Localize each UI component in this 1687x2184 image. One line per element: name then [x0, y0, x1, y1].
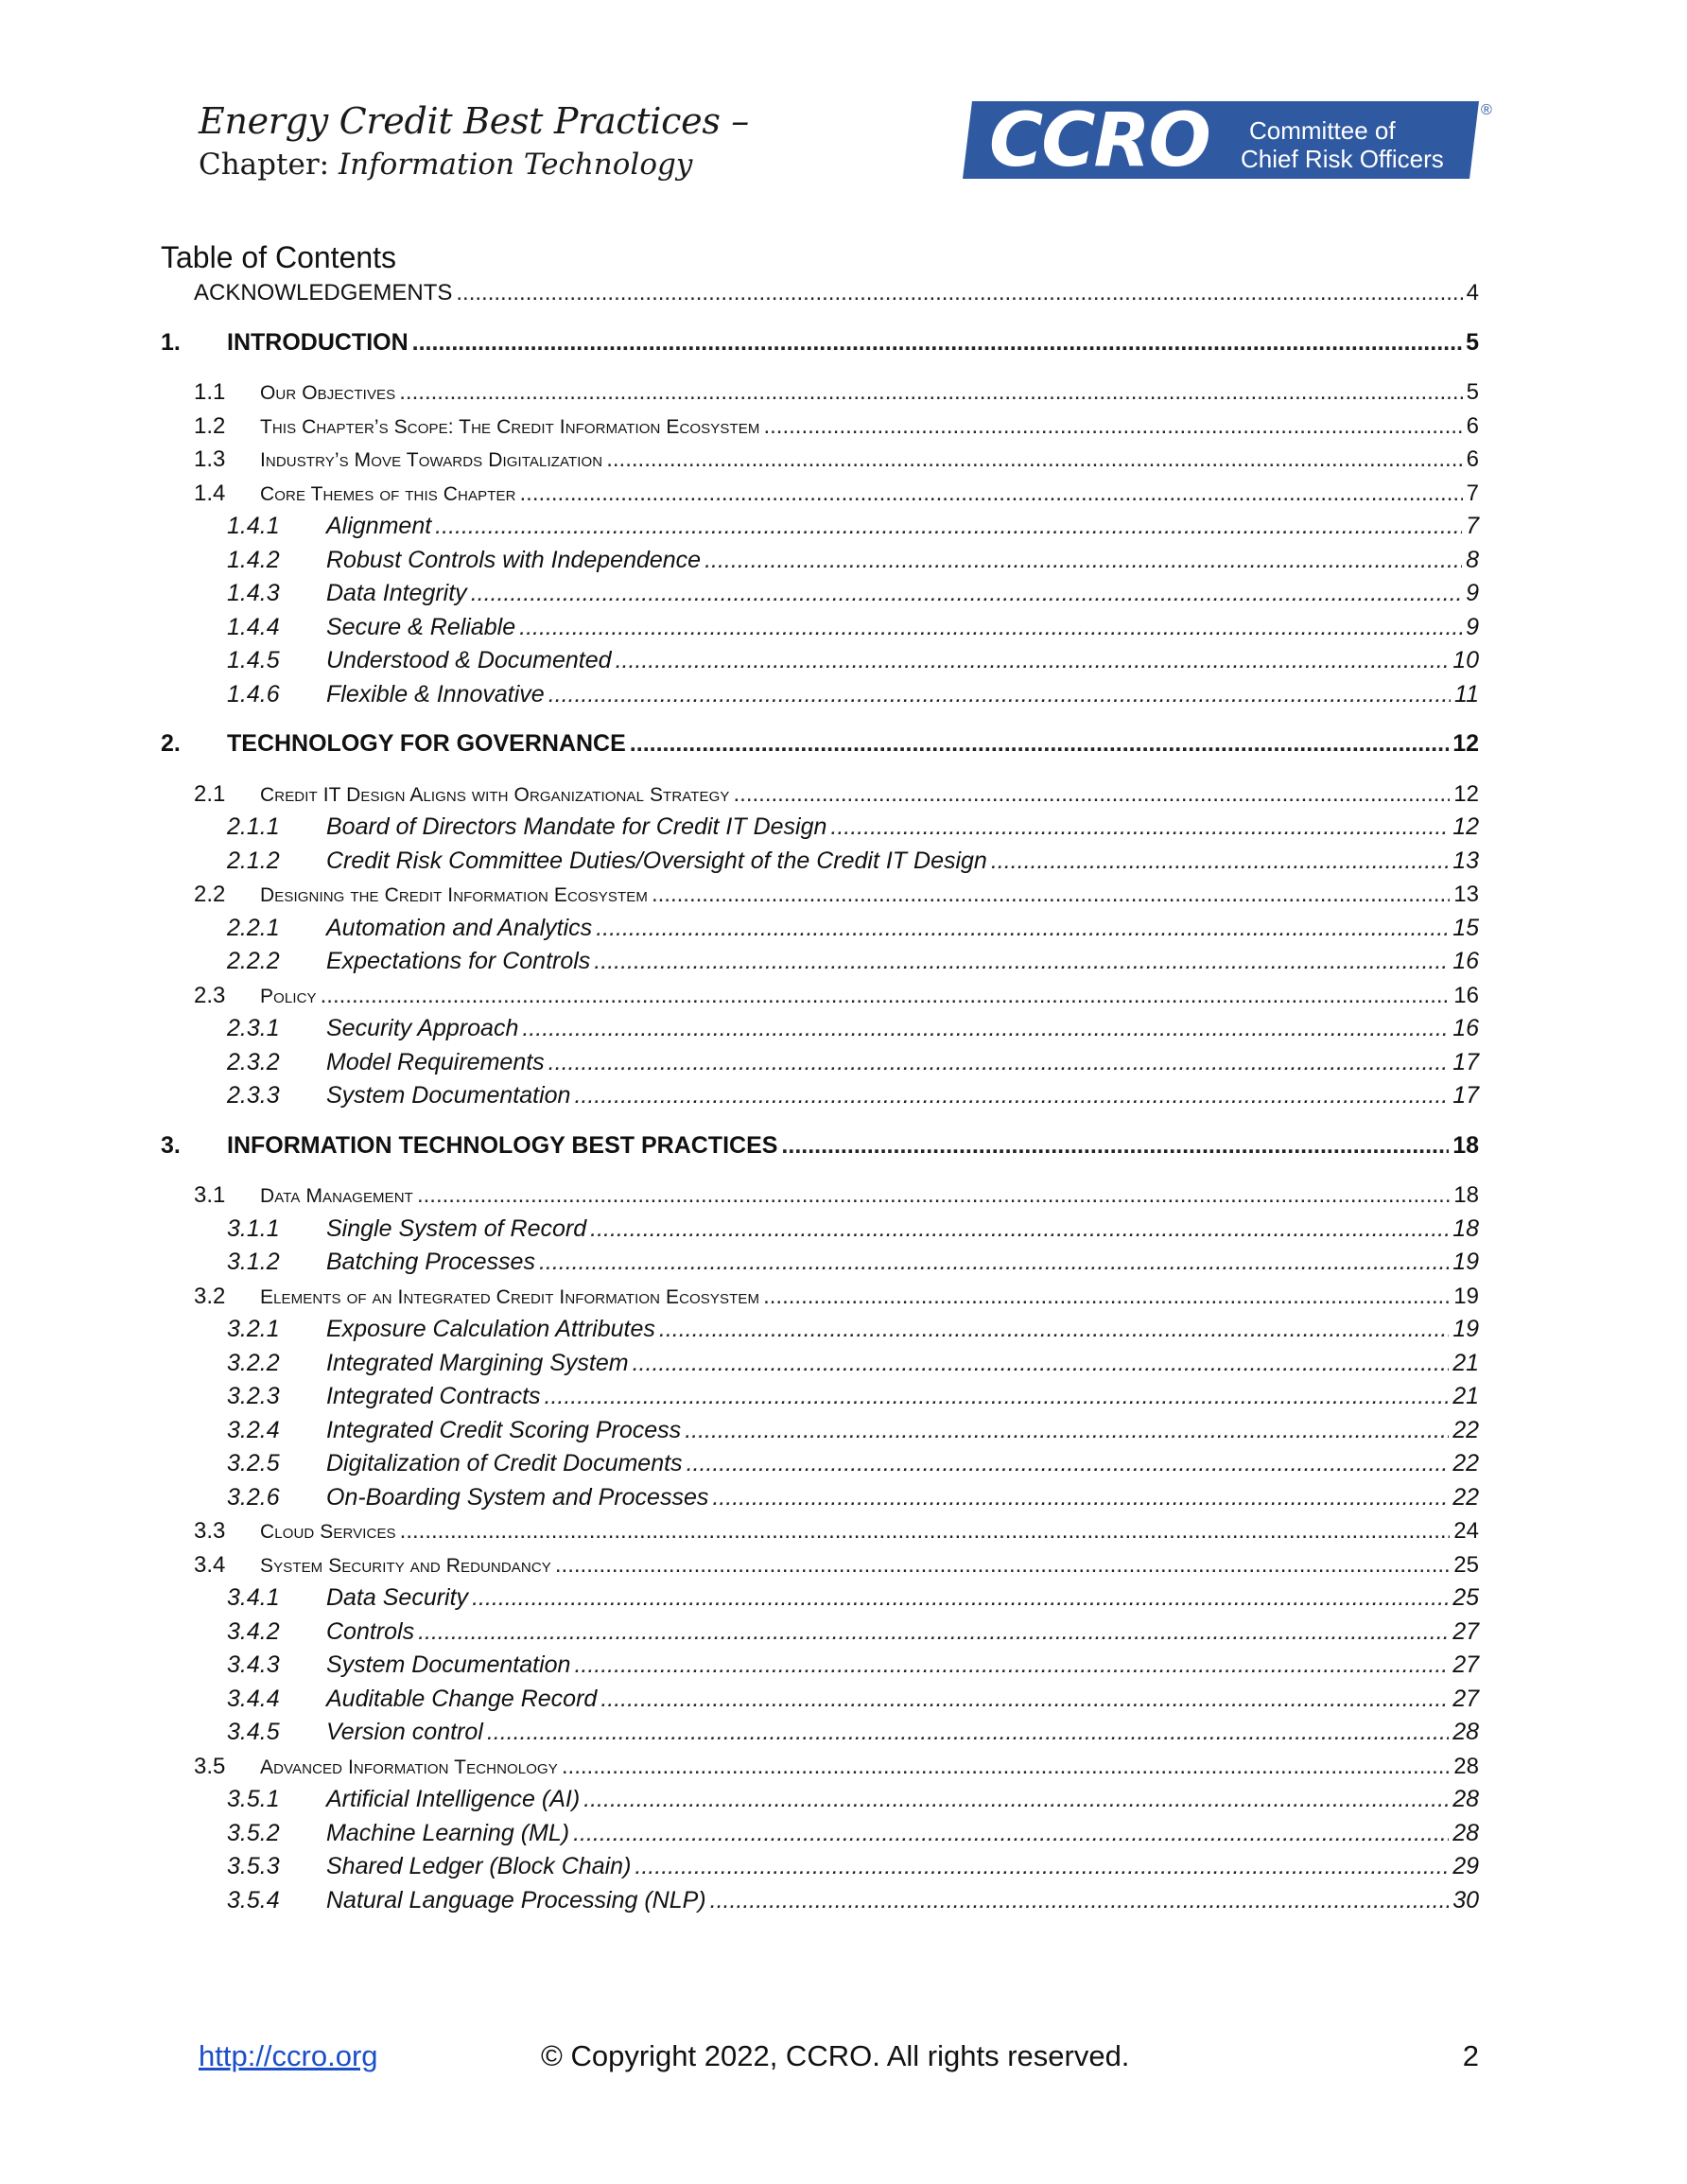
- toc-entry-number: 3.3: [194, 1518, 226, 1544]
- toc-subsection-3-4-2[interactable]: [161, 1616, 1479, 1650]
- dot-leader: [600, 1683, 1449, 1717]
- toc-entry-page: 22: [1452, 1450, 1479, 1476]
- logo-wordmark: CCRO: [989, 98, 1209, 183]
- toc-subsection-3-4-4[interactable]: [161, 1683, 1479, 1717]
- toc-entry-title: Auditable Change Record: [326, 1685, 598, 1712]
- dot-leader: [412, 326, 1462, 360]
- toc-subsection-3-5-3[interactable]: [161, 1850, 1479, 1884]
- toc-entry-page: 13: [1453, 882, 1479, 907]
- toc-entry-title: Data Security: [326, 1584, 469, 1611]
- document-header: [199, 98, 749, 185]
- toc-entry-title: ACKNOWLEDGEMENTS: [194, 280, 453, 306]
- dot-leader: [520, 477, 1463, 511]
- toc-subsection-3-4-5[interactable]: [161, 1716, 1479, 1750]
- ccro-logo: [961, 97, 1498, 183]
- toc-entry-page: 9: [1466, 613, 1479, 640]
- toc-entry-number: 2.2: [194, 882, 226, 907]
- toc-entry-title: Automation and Analytics: [326, 914, 593, 941]
- toc-entry-title: Cloud Services: [260, 1521, 396, 1543]
- toc-entry-number: 2.3.1: [227, 1015, 280, 1041]
- toc-entry-title: Batching Processes: [326, 1249, 535, 1275]
- toc-subsection-1-4-5[interactable]: [161, 644, 1479, 678]
- dot-leader: [562, 1750, 1450, 1784]
- dot-leader: [574, 1649, 1449, 1683]
- toc-entry-page: 7: [1466, 480, 1479, 506]
- document-title: Energy Credit Best Practices –: [199, 100, 750, 142]
- toc-entry-number: 3.1.2: [227, 1249, 280, 1275]
- toc-entry-number: 3.5: [194, 1753, 226, 1779]
- toc-entry-page: 16: [1452, 948, 1479, 974]
- page-number: 2: [1462, 2039, 1479, 2072]
- toc-entry-number: 1.: [161, 328, 181, 356]
- toc-entry-title: Model Requirements: [326, 1048, 545, 1075]
- dot-leader: [596, 912, 1449, 946]
- toc-section-3-3[interactable]: [161, 1514, 1479, 1548]
- toc-entry-title: Secure & Reliable: [326, 613, 516, 640]
- toc-entry-title: Advanced Information Technology: [260, 1756, 558, 1778]
- footer-copyright: © Copyright 2022, CCRO. All rights reserved.: [541, 2039, 1130, 2072]
- toc-entry-number: 3.4.5: [227, 1719, 280, 1745]
- dot-leader: [687, 1447, 1450, 1481]
- toc-entry-number: 1.4.6: [227, 680, 280, 708]
- toc-entry-number: 3.: [161, 1131, 181, 1159]
- toc-entry-title: Credit IT Design Aligns with Organizational Strategy: [260, 783, 730, 806]
- chapter-label: Chapter:: [199, 148, 330, 182]
- toc-entry-page: 19: [1452, 1316, 1479, 1342]
- toc-subsection-2-3-1[interactable]: [161, 1012, 1479, 1046]
- toc-entry-title: Robust Controls with Independence: [326, 546, 702, 573]
- dot-leader: [763, 410, 1462, 444]
- toc-subsection-3-4-3[interactable]: [161, 1649, 1479, 1683]
- toc-entry-number: 1.4.3: [227, 580, 280, 606]
- toc-subsection-3-2-4[interactable]: [161, 1414, 1479, 1448]
- logo-tagline-line1: Committee of: [1249, 116, 1396, 145]
- toc-entry-page: 21: [1452, 1383, 1479, 1409]
- toc-entry-title: Exposure Calculation Attributes: [326, 1316, 655, 1342]
- toc-entry-number: 3.5.3: [227, 1853, 280, 1879]
- dot-leader: [573, 1817, 1449, 1851]
- toc-entry-title: Single System of Record: [326, 1214, 587, 1242]
- toc-entry-page: 17: [1452, 1048, 1479, 1075]
- toc-entry-title: Integrated Contracts: [326, 1383, 541, 1409]
- dot-leader: [991, 845, 1449, 879]
- toc-section-1-1[interactable]: [161, 376, 1479, 410]
- chapter-subtitle: [199, 144, 749, 185]
- dot-leader: [763, 1280, 1450, 1314]
- toc-entry-number: 3.4: [194, 1551, 226, 1578]
- toc-entry-page: 12: [1452, 730, 1479, 757]
- dot-leader: [635, 1850, 1449, 1884]
- toc-entry-title: Integrated Credit Scoring Process: [326, 1416, 682, 1443]
- toc-entry-number: 1.4.4: [227, 613, 280, 640]
- toc-entry-page: 19: [1453, 1283, 1479, 1309]
- toc-entry-number: 2.2.1: [227, 914, 280, 941]
- toc-entry-page: 18: [1452, 1131, 1479, 1159]
- dot-leader: [594, 945, 1449, 979]
- toc-entry-title: TECHNOLOGY FOR GOVERNANCE: [227, 730, 626, 757]
- toc-subsection-3-1-2[interactable]: [161, 1246, 1479, 1280]
- toc-entry-title: Understood & Documented: [326, 647, 612, 673]
- toc-section-1-4[interactable]: [161, 477, 1479, 511]
- toc-entry-page: 5: [1466, 328, 1479, 356]
- toc-entry-title: Board of Directors Mandate for Credit IT Design: [326, 813, 827, 840]
- toc-chapter-1[interactable]: [161, 326, 1479, 360]
- toc-entry-title: Core Themes of this Chapter: [260, 482, 516, 505]
- toc-entry-page: 7: [1466, 513, 1479, 539]
- dot-leader: [548, 678, 1451, 712]
- toc-entry-number: 1.2: [194, 412, 226, 439]
- toc-entry-page: 9: [1466, 580, 1479, 606]
- toc-entry-page: 27: [1452, 1651, 1479, 1678]
- toc-section-2-1[interactable]: [161, 778, 1479, 812]
- toc-subsection-3-5-1[interactable]: [161, 1783, 1479, 1817]
- toc-entry-title: Controls: [326, 1617, 415, 1645]
- toc-entry-page: 16: [1453, 982, 1479, 1008]
- dot-leader: [590, 1213, 1449, 1247]
- toc-entry-number: 2.3.2: [227, 1048, 280, 1075]
- dot-leader: [606, 443, 1462, 477]
- toc-entry-page: 12: [1453, 780, 1479, 807]
- toc-entry-number: 3.2.1: [227, 1316, 280, 1342]
- toc-entry-title: System Documentation: [326, 1082, 571, 1109]
- toc-entry-title: Designing the Credit Information Ecosystem: [260, 884, 648, 906]
- toc-subsection-1-4-3[interactable]: [161, 577, 1479, 611]
- toc-entry-page: 5: [1466, 379, 1479, 405]
- toc-entry-title: Shared Ledger (Block Chain): [326, 1853, 632, 1879]
- toc-section-3-4[interactable]: [161, 1548, 1479, 1582]
- toc-entry-number: 3.2: [194, 1283, 226, 1309]
- toc-entry-page: 18: [1452, 1214, 1479, 1242]
- toc-entry-page: 28: [1452, 1819, 1479, 1846]
- dot-leader: [616, 644, 1450, 678]
- toc-entry-page: 10: [1452, 647, 1479, 673]
- dot-leader: [574, 1079, 1449, 1113]
- toc-entry-number: 3.2.2: [227, 1349, 280, 1376]
- toc-entry-page: 4: [1466, 280, 1479, 306]
- toc-entry-title: Machine Learning (ML): [326, 1819, 570, 1846]
- toc-entry-page: 21: [1452, 1349, 1479, 1376]
- toc-subsection-3-4-1[interactable]: [161, 1581, 1479, 1616]
- page-footer: [0, 2035, 1687, 2077]
- toc-section-3-5[interactable]: [161, 1750, 1479, 1784]
- toc-subsection-3-5-2[interactable]: [161, 1817, 1479, 1851]
- toc-entry-page: 28: [1452, 1719, 1479, 1745]
- toc-subsection-1-4-2[interactable]: [161, 544, 1479, 578]
- toc-entry-page: 18: [1453, 1182, 1479, 1208]
- logo-tagline-line2: Chief Risk Officers: [1241, 145, 1444, 173]
- toc-entry-title: Credit Risk Committee Duties/Oversight of the Credit IT Design: [326, 847, 987, 874]
- toc-subsection-2-1-1[interactable]: [161, 811, 1479, 845]
- toc-entry-page: 8: [1466, 546, 1479, 573]
- toc-entry-number: 1.4.1: [227, 513, 280, 539]
- toc-entry-number: 2.2.2: [227, 948, 280, 974]
- toc-entry-page: 16: [1452, 1015, 1479, 1041]
- dot-leader: [472, 1581, 1449, 1616]
- toc-entry-title: Policy: [260, 985, 317, 1007]
- toc-entry-number: 1.4.5: [227, 647, 280, 673]
- toc-entry-page: 24: [1453, 1518, 1479, 1544]
- toc-subsection-1-4-1[interactable]: [161, 510, 1479, 544]
- toc-section-1-3[interactable]: [161, 443, 1479, 477]
- toc-entry-title: This Chapter’s Scope: The Credit Information Ecosystem: [260, 415, 760, 438]
- toc-entry-title: Digitalization of Credit Documents: [326, 1450, 683, 1476]
- table-of-contents: [161, 276, 1479, 1917]
- toc-entry-title: INTRODUCTION: [227, 328, 409, 356]
- toc-entry-title: Alignment: [326, 513, 432, 539]
- dot-leader: [659, 1313, 1449, 1347]
- dot-leader: [712, 1481, 1449, 1515]
- toc-entry-page: 13: [1452, 847, 1479, 874]
- toc-entry-page: 11: [1454, 680, 1479, 708]
- dot-leader: [399, 376, 1462, 410]
- toc-section-2-2[interactable]: [161, 878, 1479, 912]
- toc-subsection-3-2-1[interactable]: [161, 1313, 1479, 1347]
- dot-leader: [830, 811, 1449, 845]
- toc-entry-page: 19: [1452, 1249, 1479, 1275]
- toc-entry-page: 28: [1452, 1786, 1479, 1812]
- dot-leader: [400, 1514, 1451, 1548]
- toc-entry-number: 3.4.3: [227, 1651, 280, 1678]
- toc-entry-number: 3.2.3: [227, 1383, 280, 1409]
- toc-entry-number: 3.4.1: [227, 1584, 280, 1611]
- chapter-name: Information Technology: [338, 148, 693, 182]
- toc-entry-number: 2.3.3: [227, 1082, 280, 1109]
- toc-section-2-3[interactable]: [161, 979, 1479, 1013]
- toc-subsection-2-2-1[interactable]: [161, 912, 1479, 946]
- toc-entry-number: 3.4.4: [227, 1685, 280, 1712]
- registered-mark-icon: ®: [1481, 102, 1492, 118]
- toc-entry-title: Security Approach: [326, 1015, 519, 1041]
- toc-entry-number: 2.3: [194, 982, 226, 1008]
- toc-entry-title: INFORMATION TECHNOLOGY BEST PRACTICES: [227, 1131, 778, 1159]
- toc-entry-title: Data Management: [260, 1185, 413, 1207]
- dot-leader: [583, 1783, 1449, 1817]
- dot-leader: [685, 1414, 1449, 1448]
- toc-entry-number: 3.2.4: [227, 1416, 280, 1443]
- toc-entry-number: 3.5.2: [227, 1819, 280, 1846]
- toc-entry-number: 3.1.1: [227, 1214, 280, 1242]
- toc-entry-acknowledgements[interactable]: [161, 276, 1479, 310]
- dot-leader: [710, 1884, 1450, 1918]
- footer-website-link[interactable]: http://ccro.org: [199, 2039, 378, 2072]
- toc-entry-number: 3.5.4: [227, 1886, 280, 1913]
- toc-subsection-1-4-4[interactable]: [161, 611, 1479, 645]
- toc-entry-title: System Security and Redundancy: [260, 1554, 551, 1577]
- toc-entry-number: 1.1: [194, 379, 226, 405]
- dot-leader: [321, 979, 1451, 1013]
- toc-entry-page: 22: [1452, 1416, 1479, 1443]
- toc-entry-page: 28: [1453, 1753, 1479, 1779]
- toc-entry-page: 27: [1452, 1685, 1479, 1712]
- dot-leader: [417, 1179, 1450, 1213]
- toc-entry-title: Flexible & Innovative: [326, 680, 545, 708]
- toc-entry-title: Elements of an Integrated Credit Information Ecosystem: [260, 1285, 760, 1308]
- dot-leader: [781, 1129, 1449, 1163]
- toc-subsection-1-4-6[interactable]: [161, 678, 1479, 712]
- dot-leader: [734, 778, 1451, 812]
- toc-subsection-2-3-2[interactable]: [161, 1046, 1479, 1080]
- toc-entry-title: Data Integrity: [326, 580, 467, 606]
- toc-entry-title: Expectations for Controls: [326, 948, 591, 974]
- toc-subsection-3-1-1[interactable]: [161, 1213, 1479, 1247]
- dot-leader: [548, 1046, 1450, 1080]
- toc-entry-number: 3.2.5: [227, 1450, 280, 1476]
- toc-subsection-2-3-3[interactable]: [161, 1079, 1479, 1113]
- toc-entry-number: 2.1: [194, 780, 226, 807]
- dot-leader: [487, 1716, 1449, 1750]
- toc-entry-page: 25: [1453, 1551, 1479, 1578]
- dot-leader: [545, 1380, 1450, 1414]
- toc-entry-number: 1.3: [194, 446, 226, 472]
- toc-subsection-3-2-6[interactable]: [161, 1481, 1479, 1515]
- dot-leader: [555, 1548, 1450, 1582]
- dot-leader: [522, 1012, 1449, 1046]
- toc-entry-number: 3.4.2: [227, 1617, 280, 1645]
- toc-entry-number: 2.1.2: [227, 847, 280, 874]
- dot-leader: [418, 1616, 1449, 1650]
- toc-entry-number: 1.4.2: [227, 546, 280, 573]
- dot-leader: [630, 727, 1449, 761]
- dot-leader: [704, 544, 1462, 578]
- toc-entry-title: Artificial Intelligence (AI): [326, 1786, 581, 1812]
- toc-chapter-2[interactable]: [161, 727, 1479, 761]
- toc-entry-page: 17: [1452, 1082, 1479, 1109]
- toc-subsection-3-2-2[interactable]: [161, 1347, 1479, 1381]
- toc-entry-page: 29: [1452, 1853, 1479, 1879]
- toc-subsection-2-2-2[interactable]: [161, 945, 1479, 979]
- toc-entry-page: 25: [1452, 1584, 1479, 1611]
- toc-entry-title: Version control: [326, 1719, 483, 1745]
- dot-leader: [471, 577, 1462, 611]
- toc-entry-title: System Documentation: [326, 1651, 571, 1678]
- toc-entry-title: Our Objectives: [260, 382, 396, 404]
- dot-leader: [633, 1347, 1450, 1381]
- dot-leader: [652, 878, 1450, 912]
- toc-entry-number: 1.4: [194, 480, 226, 506]
- toc-section-1-2[interactable]: [161, 410, 1479, 444]
- toc-subsection-3-2-3[interactable]: [161, 1380, 1479, 1414]
- toc-entry-title: On-Boarding System and Processes: [326, 1483, 709, 1511]
- toc-subsection-3-2-5[interactable]: [161, 1447, 1479, 1481]
- toc-entry-number: 2.: [161, 730, 181, 757]
- toc-entry-number: 3.2.6: [227, 1483, 280, 1511]
- toc-section-3-2[interactable]: [161, 1280, 1479, 1314]
- toc-entry-title: Integrated Margining System: [326, 1349, 629, 1376]
- toc-subsection-2-1-2[interactable]: [161, 845, 1479, 879]
- toc-entry-title: Natural Language Processing (NLP): [326, 1886, 706, 1913]
- toc-entry-number: 3.5.1: [227, 1786, 280, 1812]
- toc-entry-page: 6: [1466, 446, 1479, 472]
- dot-leader: [539, 1246, 1449, 1280]
- toc-entry-page: 27: [1452, 1617, 1479, 1645]
- toc-entry-number: 2.1.1: [227, 813, 280, 840]
- toc-entry-page: 12: [1452, 813, 1479, 840]
- toc-entry-title: Industry’s Move Towards Digitalization: [260, 449, 603, 471]
- toc-chapter-3[interactable]: [161, 1129, 1479, 1163]
- toc-entry-page: 22: [1452, 1483, 1479, 1511]
- toc-entry-page: 30: [1452, 1886, 1479, 1913]
- toc-entry-number: 3.1: [194, 1182, 226, 1208]
- toc-entry-page: 6: [1466, 412, 1479, 439]
- dot-leader: [435, 510, 1462, 544]
- toc-heading: Table of Contents: [161, 240, 397, 274]
- dot-leader: [456, 276, 1462, 310]
- toc-subsection-3-5-4[interactable]: [161, 1884, 1479, 1918]
- toc-entry-page: 15: [1452, 914, 1479, 941]
- toc-section-3-1[interactable]: [161, 1179, 1479, 1213]
- dot-leader: [519, 611, 1462, 645]
